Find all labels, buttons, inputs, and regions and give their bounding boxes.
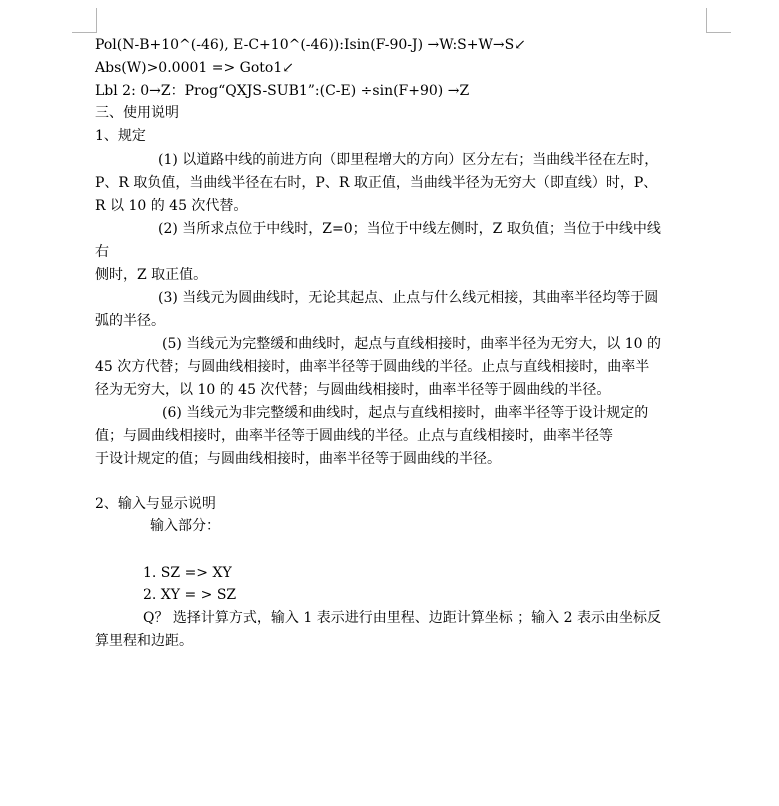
rule-6-line-1[interactable]: (6) 当线元为非完整缓和曲线时，起点与直线相接时，曲率半径等于设计规定的: [162, 405, 649, 421]
subheading-rules[interactable]: 1、规定: [95, 128, 146, 144]
formula-line-abs[interactable]: Abs(W)>0.0001 => Goto1↙: [95, 60, 294, 76]
margin-corner-top-right: [706, 8, 707, 33]
rule-5-line-3[interactable]: 径为无穷大，以 10 的 45 次代替；与圆曲线相接时，曲率半径等于圆曲线的半径。: [95, 382, 611, 398]
option-2-line[interactable]: 2. XY = > SZ: [143, 587, 237, 603]
margin-corner-top-right-h: [706, 32, 731, 33]
subheading-io[interactable]: 2、输入与显示说明: [95, 496, 216, 512]
rule-5-line-2[interactable]: 45 次方代替；与圆曲线相接时，曲率半径等于圆曲线的半径。止点与直线相接时，曲率半: [95, 359, 650, 375]
section-heading-usage[interactable]: 三、使用说明: [95, 105, 179, 121]
rule-2-line-2[interactable]: 右: [95, 244, 109, 260]
margin-corner-top-left: [96, 8, 97, 33]
rule-1-line-1[interactable]: (1) 以道路中线的前进方向（即里程增大的方向）区分左右；当曲线半径在左时，: [158, 152, 659, 168]
rule-6-line-2[interactable]: 值；与圆曲线相接时，曲率半径等于圆曲线的半径。止点与直线相接时，曲率半径等: [95, 428, 613, 444]
rule-2-line-1[interactable]: (2) 当所求点位于中线时，Z=0；当位于中线左侧时，Z 取负值；当位于中线中线: [158, 221, 661, 237]
q-prompt-line-2[interactable]: 算里程和边距。: [95, 633, 193, 649]
rule-1-line-3[interactable]: R 以 10 的 45 次代替。: [95, 198, 248, 214]
input-section-label[interactable]: 输入部分：: [150, 518, 220, 534]
rule-1-line-2[interactable]: P、R 取负值，当曲线半径在右时，P、R 取正值，当曲线半径为无穷大（即直线）时，P、: [95, 175, 658, 191]
q-prompt-line-1[interactable]: Q？ 选择计算方式，输入 1 表示进行由里程、边距计算坐标 ；输入 2 表示由坐标反: [143, 610, 661, 626]
rule-5-line-1[interactable]: (5) 当线元为完整缓和曲线时，起点与直线相接时，曲率半径为无穷大，以 10 的: [162, 336, 661, 352]
rule-2-line-3[interactable]: 侧时，Z 取正值。: [95, 267, 208, 283]
rule-3-line-2[interactable]: 弧的半径。: [95, 313, 165, 329]
formula-line-lbl[interactable]: Lbl 2: 0→Z：Prog“QXJS-SUB1”:(C-E) ÷sin(F+90) →Z: [95, 83, 470, 99]
margin-corner-top-left-h: [72, 32, 97, 33]
formula-line-pol[interactable]: Pol(N-B+10^(-46), E-C+10^(-46)):Isin(F-90-J) →W:S+W→S↙: [95, 37, 526, 53]
rule-6-line-3[interactable]: 于设计规定的值；与圆曲线相接时，曲率半径等于圆曲线的半径。: [95, 451, 501, 467]
option-1-line[interactable]: 1. SZ => XY: [143, 565, 232, 581]
rule-3-line-1[interactable]: (3) 当线元为圆曲线时，无论其起点、止点与什么线元相接，其曲率半径均等于圆: [158, 290, 659, 306]
